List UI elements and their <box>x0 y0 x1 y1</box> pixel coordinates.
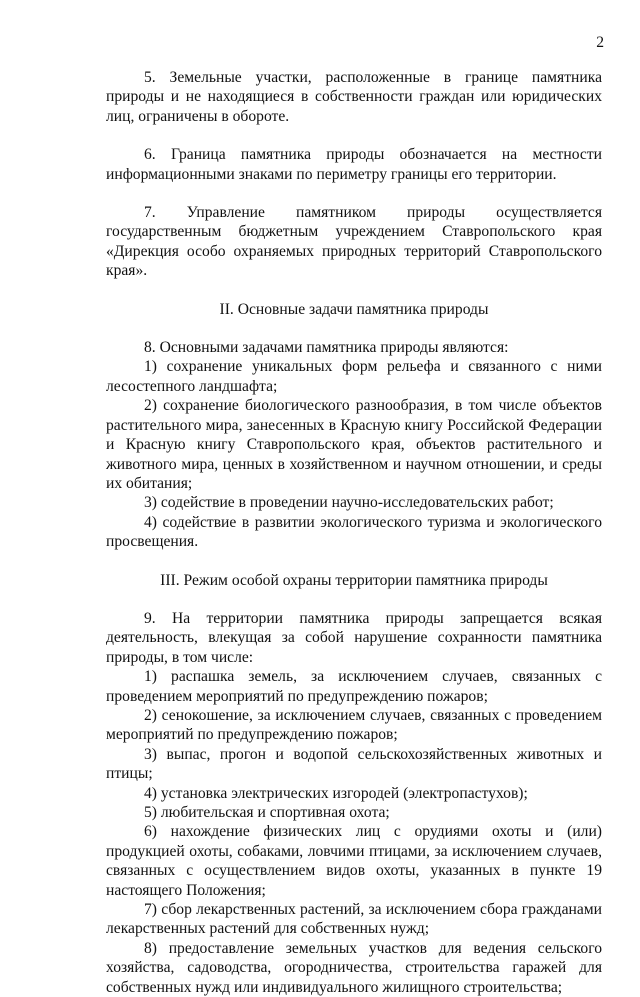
list-item: 5) любительская и спортивная охота; <box>144 804 390 821</box>
document-body <box>106 68 602 997</box>
paragraph-7: 7. Управление памятником природы осуществляется государственным бюджетным учреждением Ставропольского края «Дирекция особо охраняемых природных территорий Ставропольского края». <box>106 204 602 280</box>
list-item: 4) содействие в развитии экологического туризма и экологического просвещения. <box>106 513 602 551</box>
paragraph-6: 6. Граница памятника природы обозначается на местности информационными знаками по периметру границы его территории. <box>106 146 602 183</box>
list-item: 4) установка электрических изгородей (электропастухов); <box>144 784 528 802</box>
list-item: 8) предоставление земельных участков для ведения сельского хозяйства, садоводства, огородничества, строительства гаражей для собственных нужд или индивидуального жилищного строительства; <box>106 939 602 996</box>
list-item: 2) сохранение биологического разнообразия, в том числе объектов растительного мира, занесенных в Красную книгу Российской Федерации и Красную книгу Ставропольского края, объектов растительного и животного мира, ценных в хозяйственном и научном отношении, и среды их обитания; <box>106 397 602 492</box>
section-3-heading: III. Режим особой охраны территории памятника природы <box>160 571 548 589</box>
list-item: 1) распашка земель, за исключением случаев, связанных с проведением мероприятий по предупреждению пожаров; <box>106 668 602 705</box>
section-2-heading: II. Основные задачи памятника природы <box>219 300 489 318</box>
list-item: 2) сенокошение, за исключением случаев, связанных с проведением мероприятий по предупреждению пожаров; <box>106 706 602 744</box>
list-item: 7) сбор лекарственных растений, за исключением сбора гражданами лекарственных растений для собственных нужд; <box>106 901 602 938</box>
paragraph-5: 5. Земельные участки, расположенные в границе памятника природы и не находящиеся в собственности граждан или юридических лиц, ограничены в обороте. <box>106 69 602 125</box>
list-item: 3) выпас, прогон и водопой сельскохозяйственных животных и птицы; <box>106 745 602 783</box>
list-item: 6) нахождение физических лиц с орудиями охоты и (или) продукцией охоты, собаками, ловчими птицами, за исключением случаев, связанных с осуществлением видов охоты, указанных в пункте 19 настоящего Положения; <box>106 823 602 899</box>
paragraph-9-lead: 9. На территории памятника природы запрещается всякая деятельность, влекущая за собой нарушение сохранности памятника природы, в том числе: <box>106 609 602 666</box>
list-item: 1) сохранение уникальных форм рельефа и связанного с ними лесостепного ландшафта; <box>106 358 602 395</box>
paragraph-8-lead: 8. Основными задачами памятника природы являются: <box>144 339 509 357</box>
list-item: 3) содействие в проведении научно-исследовательских работ; <box>144 494 554 512</box>
page-number: 2 <box>596 34 604 51</box>
